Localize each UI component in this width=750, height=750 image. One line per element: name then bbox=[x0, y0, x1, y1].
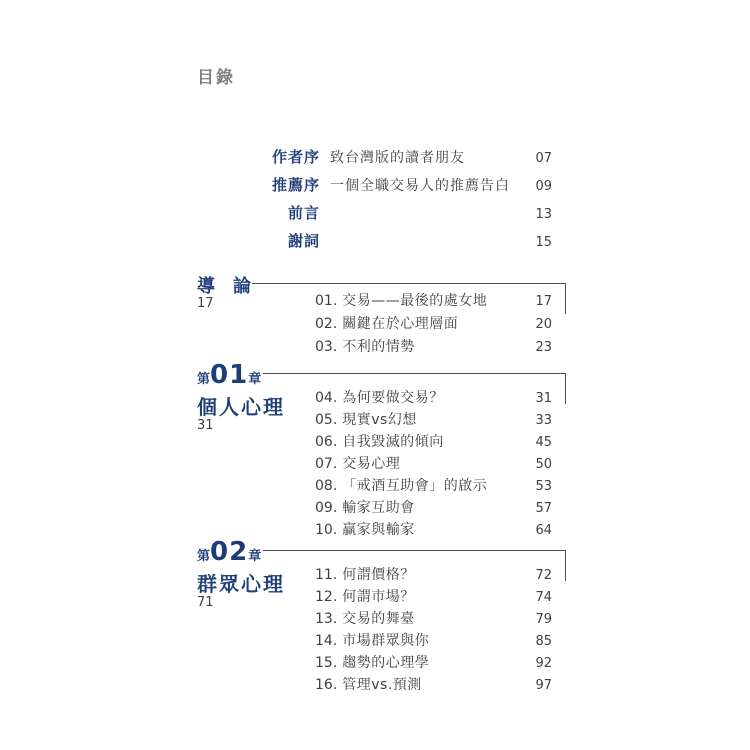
entry-number: 08. bbox=[315, 478, 338, 494]
section-start-page: 71 bbox=[197, 595, 214, 610]
entry-title: 輸家互助會 bbox=[342, 500, 415, 516]
chapter-title: 個人心理 bbox=[197, 395, 285, 419]
entry-number: 13. bbox=[315, 611, 338, 627]
entry-page: 92 bbox=[535, 656, 552, 671]
toc-entry bbox=[315, 630, 552, 649]
toc-entry bbox=[315, 409, 552, 428]
front-matter-page: 13 bbox=[535, 207, 552, 222]
front-matter-label: 作者序 bbox=[271, 148, 320, 166]
entry-page: 85 bbox=[535, 634, 552, 649]
entry-title: 何謂價格？ bbox=[342, 567, 415, 583]
chapter-suffix: 章 bbox=[248, 372, 262, 387]
entry-title: 現實vs幻想 bbox=[342, 412, 417, 428]
entry-title: 自我毀滅的傾向 bbox=[342, 434, 444, 450]
section-heading: 導 論 bbox=[197, 276, 251, 297]
toc-entry bbox=[315, 431, 552, 450]
entry-number: 07. bbox=[315, 456, 338, 472]
entry-title: 何謂市場？ bbox=[342, 589, 415, 605]
toc-entry bbox=[315, 336, 552, 355]
chapter-label bbox=[197, 360, 261, 390]
entry-page: 31 bbox=[535, 391, 552, 406]
entry-page: 64 bbox=[535, 523, 552, 538]
entry-title: 關鍵在於心理層面 bbox=[342, 316, 459, 332]
entry-number: 11. bbox=[315, 567, 338, 583]
front-matter-label: 推薦序 bbox=[271, 176, 320, 194]
entry-number: 09. bbox=[315, 500, 338, 516]
chapter-suffix: 章 bbox=[248, 549, 262, 564]
toc-entry bbox=[315, 519, 552, 538]
section-start-page: 31 bbox=[197, 418, 214, 433]
toc-entry bbox=[315, 674, 552, 693]
page-title: 目錄 bbox=[197, 68, 235, 88]
entry-page: 45 bbox=[535, 435, 552, 450]
front-matter-list bbox=[190, 146, 552, 258]
entry-title: 不利的情勢 bbox=[342, 339, 415, 355]
front-matter-label: 謝詞 bbox=[287, 232, 320, 250]
toc-entry bbox=[315, 453, 552, 472]
entry-number: 10. bbox=[315, 522, 338, 538]
entry-number: 04. bbox=[315, 390, 338, 406]
front-matter-page: 09 bbox=[535, 179, 552, 194]
toc-entry bbox=[315, 608, 552, 627]
entry-page: 57 bbox=[535, 501, 552, 516]
entry-number: 02. bbox=[315, 316, 338, 332]
entry-title: 為何要做交易？ bbox=[342, 390, 444, 406]
entry-number: 16. bbox=[315, 677, 338, 693]
entry-number: 15. bbox=[315, 655, 338, 671]
section-item-list bbox=[315, 387, 552, 541]
entry-title: 交易——最後的處女地 bbox=[342, 293, 488, 309]
entry-title: 交易的舞臺 bbox=[342, 611, 415, 627]
front-matter-page: 07 bbox=[535, 151, 552, 166]
chapter-number: 01 bbox=[210, 360, 249, 390]
entry-number: 12. bbox=[315, 589, 338, 605]
entry-page: 72 bbox=[535, 568, 552, 583]
front-matter-row bbox=[190, 146, 552, 166]
entry-page: 53 bbox=[535, 479, 552, 494]
toc-entry bbox=[315, 290, 552, 309]
entry-page: 50 bbox=[535, 457, 552, 472]
entry-number: 06. bbox=[315, 434, 338, 450]
entry-page: 33 bbox=[535, 413, 552, 428]
front-matter-page: 15 bbox=[535, 235, 552, 250]
front-matter-row bbox=[190, 202, 552, 222]
chapter-title: 群眾心理 bbox=[197, 572, 285, 596]
section-start-page: 17 bbox=[197, 296, 214, 311]
entry-page: 17 bbox=[535, 294, 552, 309]
toc-entry bbox=[315, 564, 552, 583]
entry-number: 05. bbox=[315, 412, 338, 428]
entry-page: 23 bbox=[535, 340, 552, 355]
entry-number: 03. bbox=[315, 339, 338, 355]
toc-entry bbox=[315, 497, 552, 516]
entry-page: 79 bbox=[535, 612, 552, 627]
chapter-prefix: 第 bbox=[197, 372, 211, 387]
entry-title: 交易心理 bbox=[342, 456, 401, 472]
toc-entry bbox=[315, 652, 552, 671]
front-matter-row bbox=[190, 230, 552, 250]
section-item-list bbox=[315, 564, 552, 696]
toc-entry bbox=[315, 313, 552, 332]
section-item-list bbox=[315, 290, 552, 359]
entry-number: 14. bbox=[315, 633, 338, 649]
entry-title: 贏家與輸家 bbox=[342, 522, 415, 538]
entry-title: 趨勢的心理學 bbox=[342, 655, 430, 671]
entry-title: 「戒酒互助會」的啟示 bbox=[342, 478, 488, 494]
toc-entry bbox=[315, 586, 552, 605]
entry-page: 74 bbox=[535, 590, 552, 605]
front-matter-label: 前言 bbox=[287, 204, 320, 222]
front-matter-desc: 致台灣版的讀者朋友 bbox=[330, 150, 465, 166]
toc-entry bbox=[315, 475, 552, 494]
front-matter-row bbox=[190, 174, 552, 194]
entry-title: 管理vs.預測 bbox=[342, 677, 422, 693]
entry-page: 20 bbox=[535, 317, 552, 332]
front-matter-desc: 一個全職交易人的推薦告白 bbox=[330, 178, 510, 194]
chapter-number: 02 bbox=[210, 537, 249, 567]
entry-number: 01. bbox=[315, 293, 338, 309]
entry-page: 97 bbox=[535, 678, 552, 693]
chapter-label bbox=[197, 537, 261, 567]
toc-entry bbox=[315, 387, 552, 406]
entry-title: 市場群眾與你 bbox=[342, 633, 430, 649]
chapter-prefix: 第 bbox=[197, 549, 211, 564]
